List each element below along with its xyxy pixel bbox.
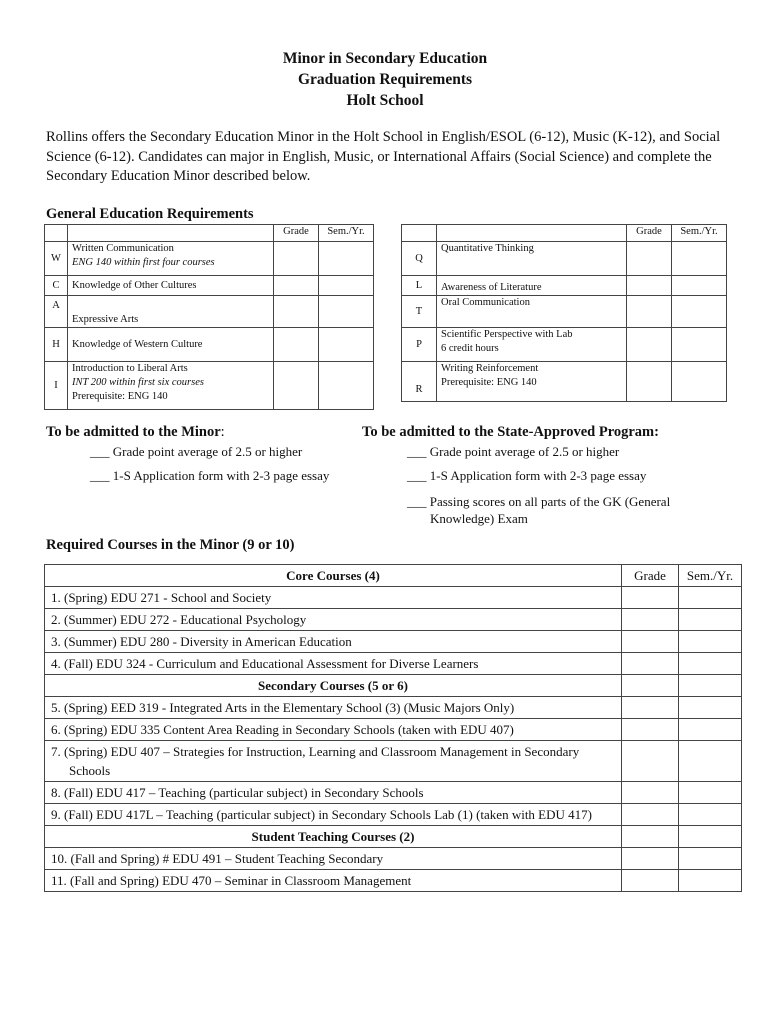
required-heading: Required Courses in the Minor (9 or 10) <box>46 537 295 553</box>
sem-cell[interactable] <box>672 362 727 402</box>
admit-minor-item: ___ Grade point average of 2.5 or higher <box>90 444 303 459</box>
core-courses-title: Core Courses (4) <box>45 565 622 587</box>
title-line-3: Holt School <box>346 92 424 109</box>
grade-cell[interactable] <box>627 328 672 362</box>
course-row: 6. (Spring) EDU 335 Content Area Reading in Secondary Schools (taken with EDU 407) <box>45 719 622 741</box>
sem-cell[interactable] <box>679 587 742 609</box>
required-courses-table <box>44 564 742 892</box>
course-row: 2. (Summer) EDU 272 - Educational Psychology <box>45 609 622 631</box>
grade-cell[interactable] <box>622 675 679 697</box>
grade-cell[interactable] <box>622 804 679 826</box>
grade-cell[interactable] <box>622 587 679 609</box>
secondary-courses-title: Secondary Courses (5 or 6) <box>45 675 622 697</box>
admit-program-item: Knowledge) Exam <box>430 511 528 526</box>
sem-header: Sem./Yr. <box>679 565 742 587</box>
sem-cell[interactable] <box>679 782 742 804</box>
code-q: Q <box>402 242 437 276</box>
sem-cell[interactable] <box>679 741 742 782</box>
sem-cell[interactable] <box>672 276 727 296</box>
sem-cell[interactable] <box>672 296 727 328</box>
course-row: 7. (Spring) EDU 407 – Strategies for Instruction, Learning and Classroom Management in Secondary Schools <box>45 741 622 782</box>
req-label: Scientific Perspective with Lab <box>441 329 573 340</box>
req-label: Awareness of Literature <box>437 276 627 296</box>
grade-cell[interactable] <box>627 276 672 296</box>
req-note: ENG 140 within first four courses <box>72 257 215 268</box>
req-label: Introduction to Liberal Arts <box>72 363 188 374</box>
code-l: L <box>402 276 437 296</box>
grade-cell[interactable] <box>622 782 679 804</box>
req-label: Expressive Arts <box>68 296 274 328</box>
grade-cell[interactable] <box>627 296 672 328</box>
code-r: R <box>402 362 437 402</box>
gen-ed-table-right <box>401 224 727 402</box>
sem-cell[interactable] <box>319 328 374 362</box>
grade-cell[interactable] <box>622 697 679 719</box>
grade-cell[interactable] <box>622 826 679 848</box>
grade-header: Grade <box>274 225 319 242</box>
course-row: 10. (Fall and Spring) # EDU 491 – Student Teaching Secondary <box>45 848 622 870</box>
req-label: Writing Reinforcement <box>441 363 539 374</box>
sem-cell[interactable] <box>679 631 742 653</box>
course-row: 5. (Spring) EED 319 - Integrated Arts in the Elementary School (3) (Music Majors Only) <box>45 697 622 719</box>
grade-cell[interactable] <box>622 609 679 631</box>
code-c: C <box>45 276 68 296</box>
sem-cell[interactable] <box>679 870 742 892</box>
code-p: P <box>402 328 437 362</box>
sem-cell[interactable] <box>679 804 742 826</box>
req-label: Written Communication <box>72 243 174 254</box>
sem-header: Sem./Yr. <box>672 225 727 242</box>
sem-header: Sem./Yr. <box>319 225 374 242</box>
course-row: 9. (Fall) EDU 417L – Teaching (particular subject) in Secondary Schools Lab (1) (taken with EDU 417) <box>45 804 622 826</box>
grade-cell[interactable] <box>622 741 679 782</box>
req-label: Oral Communication <box>437 296 627 328</box>
sem-cell[interactable] <box>672 328 727 362</box>
course-row: 8. (Fall) EDU 417 – Teaching (particular subject) in Secondary Schools <box>45 782 622 804</box>
grade-cell[interactable] <box>622 719 679 741</box>
student-teaching-title: Student Teaching Courses (2) <box>45 826 622 848</box>
grade-cell[interactable] <box>622 653 679 675</box>
grade-cell[interactable] <box>274 296 319 328</box>
admit-minor-heading: To be admitted to the Minor: <box>46 424 225 440</box>
course-row: 3. (Summer) EDU 280 - Diversity in American Education <box>45 631 622 653</box>
sem-cell[interactable] <box>672 242 727 276</box>
sem-cell[interactable] <box>319 296 374 328</box>
course-row: 1. (Spring) EDU 271 - School and Society <box>45 587 622 609</box>
course-row: 4. (Fall) EDU 324 - Curriculum and Educational Assessment for Diverse Learners <box>45 653 622 675</box>
req-label: Quantitative Thinking <box>437 242 627 276</box>
admit-program-item: ___ 1-S Application form with 2-3 page essay <box>407 468 647 483</box>
req-label: Knowledge of Western Culture <box>68 328 274 362</box>
sem-cell[interactable] <box>679 609 742 631</box>
sem-cell[interactable] <box>679 848 742 870</box>
sem-cell[interactable] <box>679 697 742 719</box>
req-note: 6 credit hours <box>441 343 499 354</box>
title-line-1: Minor in Secondary Education <box>282 50 488 67</box>
code-h: H <box>45 328 68 362</box>
req-label: Knowledge of Other Cultures <box>68 276 274 296</box>
req-prereq: Prerequisite: ENG 140 <box>441 377 537 388</box>
sem-cell[interactable] <box>679 826 742 848</box>
code-a: A <box>45 296 68 328</box>
admit-program-item: ___ Grade point average of 2.5 or higher <box>407 444 620 459</box>
grade-cell[interactable] <box>274 276 319 296</box>
grade-cell[interactable] <box>274 242 319 276</box>
intro-paragraph: Rollins offers the Secondary Education Minor in the Holt School in English/ESOL (6-12), Music (K-12), and Social Science (6-12). Candidates can major in English, Music, or International Affairs (Social Science) and complete the Secondary Education Minor described below. <box>46 129 721 184</box>
code-i: I <box>45 362 68 410</box>
grade-cell[interactable] <box>622 848 679 870</box>
grade-cell[interactable] <box>622 631 679 653</box>
req-note: INT 200 within first six courses <box>72 377 204 388</box>
course-row: 11. (Fall and Spring) EDU 470 – Seminar in Classroom Management <box>45 870 622 892</box>
code-w: W <box>45 242 68 276</box>
grade-cell[interactable] <box>627 362 672 402</box>
code-t: T <box>402 296 437 328</box>
grade-header: Grade <box>622 565 679 587</box>
req-prereq: Prerequisite: ENG 140 <box>72 391 168 402</box>
grade-cell[interactable] <box>274 362 319 410</box>
grade-header: Grade <box>627 225 672 242</box>
grade-cell[interactable] <box>274 328 319 362</box>
sem-cell[interactable] <box>679 719 742 741</box>
sem-cell[interactable] <box>319 242 374 276</box>
title-line-2: Graduation Requirements <box>297 71 473 88</box>
grade-cell[interactable] <box>622 870 679 892</box>
sem-cell[interactable] <box>319 362 374 410</box>
grade-cell[interactable] <box>627 242 672 276</box>
admit-program-heading: To be admitted to the State-Approved Program: <box>362 424 659 440</box>
sem-cell[interactable] <box>679 675 742 697</box>
gen-ed-table-left <box>44 224 374 410</box>
gen-ed-heading: General Education Requirements <box>46 206 254 222</box>
admit-program-item: ___ Passing scores on all parts of the GK (General <box>407 494 671 509</box>
admit-minor-item: ___ 1-S Application form with 2-3 page essay <box>90 468 330 483</box>
sem-cell[interactable] <box>679 653 742 675</box>
sem-cell[interactable] <box>319 276 374 296</box>
